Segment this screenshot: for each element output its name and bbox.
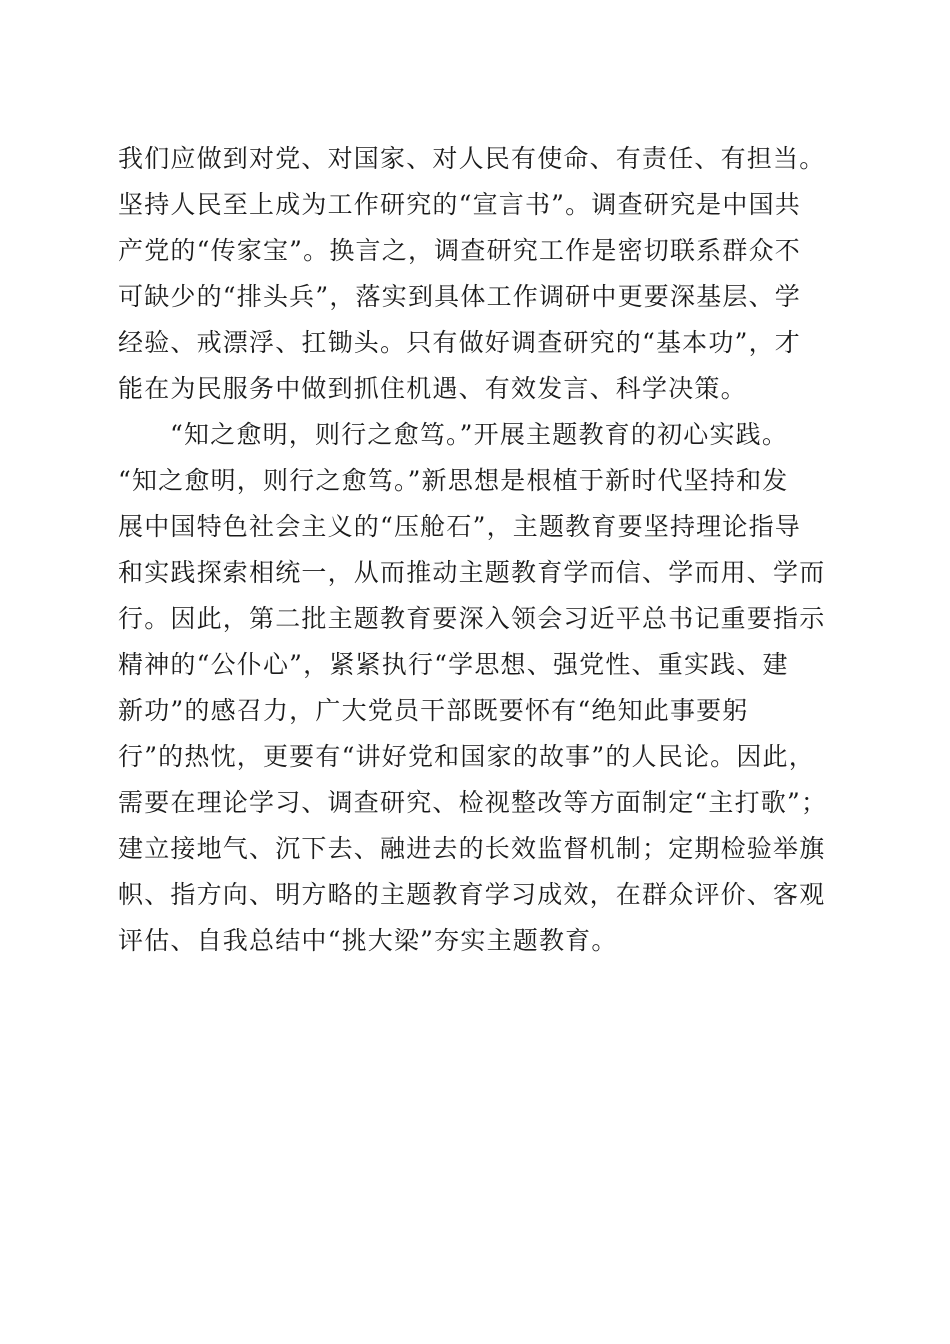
- text-line: 我们应做到对党、对国家、对人民有使命、有责任、有担当。: [118, 144, 826, 173]
- text-line: 行”的热忱，更要有“讲好党和国家的故事”的人民论。因此，: [118, 742, 815, 771]
- text-line: “知之愈明，则行之愈笃。”新思想是根植于新时代坚持和发: [118, 466, 789, 495]
- text-line: 评估、自我总结中“挑大梁”夯实主题教育。: [118, 926, 618, 955]
- text-line: “知之愈明，则行之愈笃。”开展主题教育的初心实践。: [170, 420, 789, 449]
- paragraph-1: [118, 136, 838, 412]
- text-line: 坚持人民至上成为工作研究的“宣言书”。调查研究是中国共: [118, 190, 801, 219]
- text-line: 需要在理论学习、调查研究、检视整改等方面制定“主打歌”；: [118, 788, 828, 817]
- text-line: 建立接地气、沉下去、融进去的长效监督机制；定期检验举旗: [118, 834, 826, 863]
- text-line: 能在为民服务中做到抓住机遇、有效发言、科学决策。: [118, 374, 747, 403]
- text-line: 和实践探索相统一，从而推动主题教育学而信、学而用、学而: [118, 558, 826, 587]
- text-line: 行。因此，第二批主题教育要深入领会习近平总书记重要指示: [118, 604, 826, 633]
- document-body: [118, 136, 838, 964]
- text-line: 可缺少的“排头兵”，落实到具体工作调研中更要深基层、学: [118, 282, 801, 311]
- paragraph-2: [118, 412, 838, 964]
- text-line: 经验、戒漂浮、扛锄头。只有做好调查研究的“基本功”，才: [118, 328, 801, 357]
- text-line: 精神的“公仆心”，紧紧执行“学思想、强党性、重实践、建: [118, 650, 789, 679]
- text-line: 展中国特色社会主义的“压舱石”，主题教育要坚持理论指导: [118, 512, 801, 541]
- text-line: 帜、指方向、明方略的主题教育学习成效，在群众评价、客观: [118, 880, 826, 909]
- text-line: 新功”的感召力，广大党员干部既要怀有“绝知此事要躬: [118, 696, 749, 725]
- text-line: 产党的“传家宝”。换言之，调查研究工作是密切联系群众不: [118, 236, 801, 265]
